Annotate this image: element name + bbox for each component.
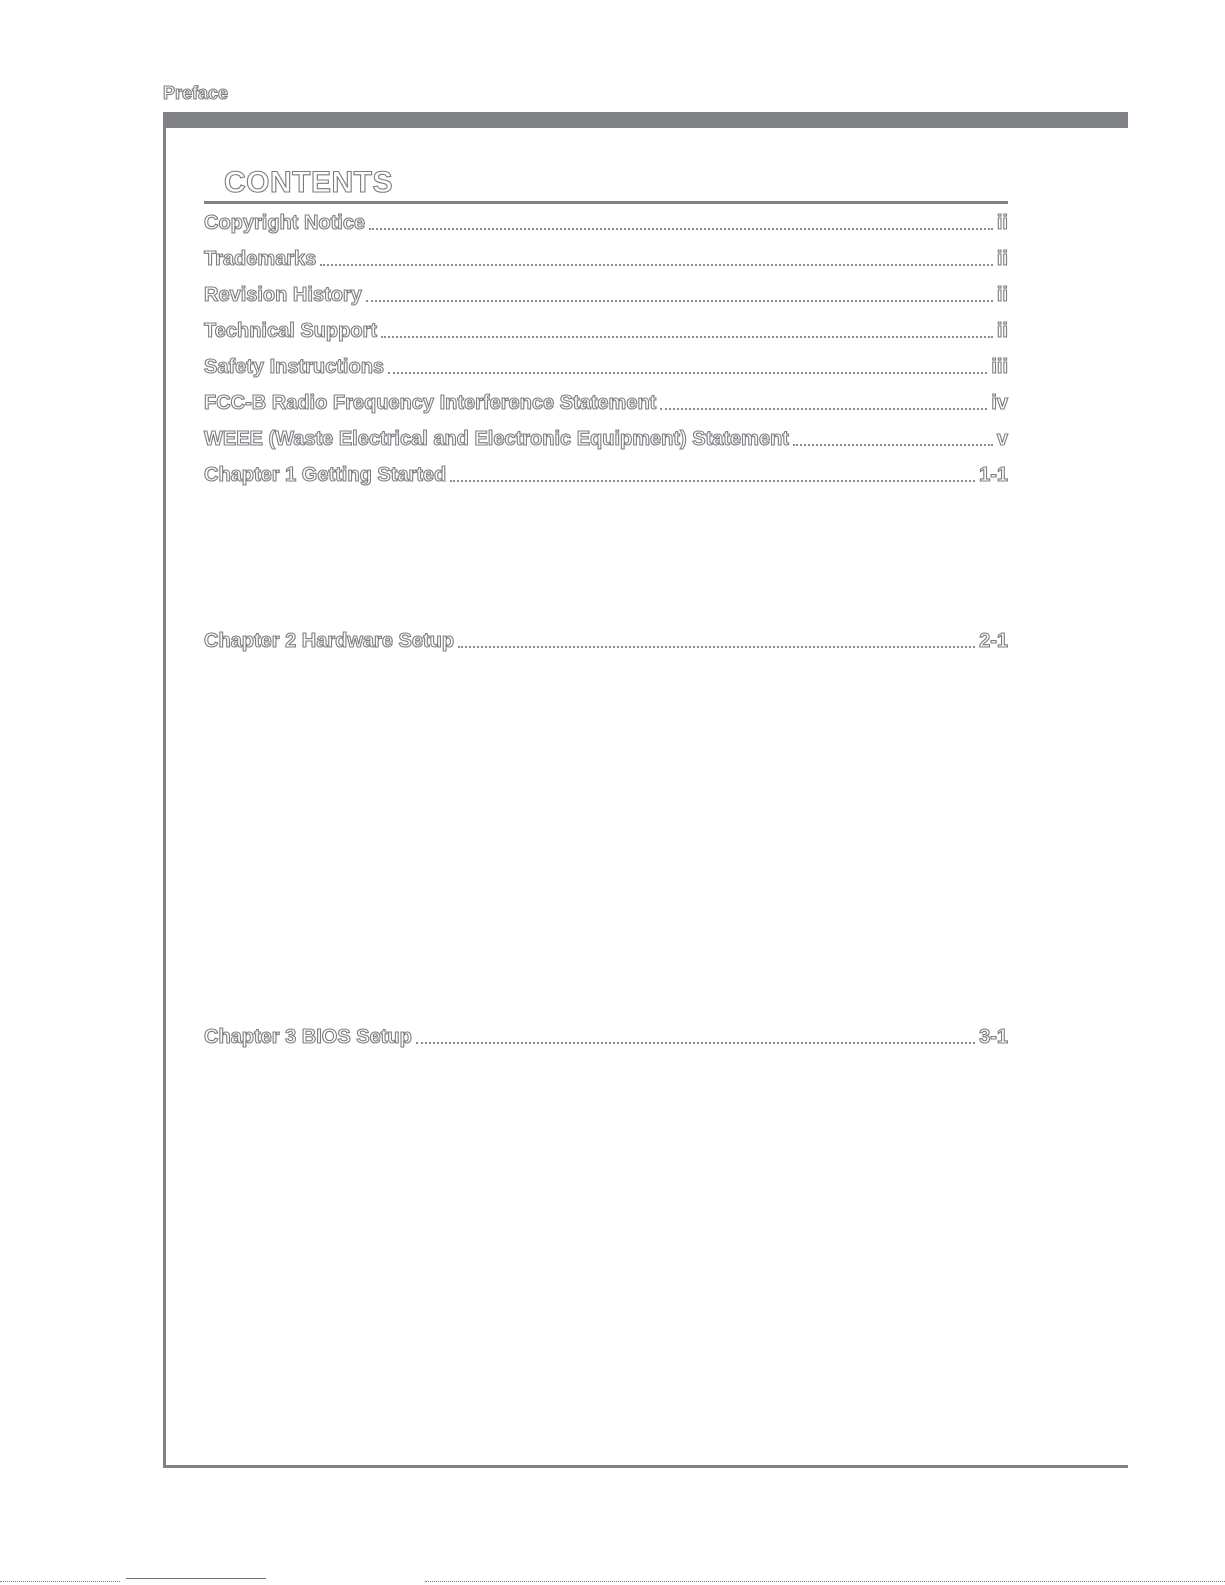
toc-dot-leader [381, 336, 993, 338]
toc-entry-copyright-notice[interactable] [204, 208, 1008, 236]
page-left-rule [163, 112, 166, 1468]
toc-entry-trademarks[interactable] [204, 244, 1008, 272]
toc-entry-safety-instructions[interactable] [204, 352, 1008, 380]
toc-entry-label: Chapter 3 BIOS Setup [204, 1026, 412, 1048]
toc-entry-chapter-3[interactable] [204, 1022, 1008, 1050]
toc-entry-label: WEEE (Waste Electrical and Electronic Equipment) Statement [204, 428, 789, 450]
toc-dot-leader [660, 408, 987, 410]
toc-dot-leader [450, 480, 975, 482]
toc-entry-label: Chapter 2 Hardware Setup [204, 630, 455, 652]
toc-entry-chapter-1[interactable] [204, 460, 1008, 488]
toc-dot-leader [369, 228, 993, 230]
toc-dot-leader [320, 264, 993, 266]
toc-entry-page: v [996, 428, 1008, 450]
toc-entry-page: ii [996, 320, 1008, 342]
toc-entry-label: Revision History [204, 284, 362, 306]
toc-entry-page: iv [991, 392, 1008, 414]
toc-entry-weee-statement[interactable] [204, 424, 1008, 452]
toc-entry-chapter-2[interactable] [204, 626, 1008, 654]
toc-entry-label: FCC-B Radio Frequency Interference Statement [204, 392, 657, 414]
toc-entry-label: Technical Support [204, 320, 377, 342]
toc-entry-page: 2-1 [979, 630, 1008, 652]
footer-scan-stroke [126, 1578, 266, 1579]
toc-entry-page: ii [996, 248, 1008, 270]
toc-entry-page: ii [996, 212, 1008, 234]
contents-title: CONTENTS [224, 166, 393, 199]
running-head: Preface [163, 83, 229, 103]
toc-dot-leader [793, 444, 993, 446]
contents-title-rule [204, 201, 1008, 204]
toc-entry-label: Copyright Notice [204, 212, 366, 234]
toc-dot-leader [388, 372, 987, 374]
footer-scan-dots [425, 1581, 1225, 1582]
toc-entry-label: Chapter 1 Getting Started [204, 464, 447, 486]
header-bar [163, 112, 1128, 128]
toc-entry-revision-history[interactable] [204, 280, 1008, 308]
toc-dot-leader [366, 300, 993, 302]
toc-entry-page: 1-1 [979, 464, 1008, 486]
toc-entry-label: Trademarks [204, 248, 317, 270]
toc-entry-page: 3-1 [979, 1026, 1008, 1048]
footer-scan-dots [0, 1581, 120, 1582]
toc-dot-leader [416, 1042, 975, 1044]
toc-dot-leader [458, 646, 975, 648]
toc-entry-fcc-b-statement[interactable] [204, 388, 1008, 416]
toc-entry-technical-support[interactable] [204, 316, 1008, 344]
toc-entry-page: ii [996, 284, 1008, 306]
toc-entry-label: Safety Instructions [204, 356, 385, 378]
page-bottom-rule [163, 1465, 1128, 1468]
toc-entry-page: iii [991, 356, 1008, 378]
